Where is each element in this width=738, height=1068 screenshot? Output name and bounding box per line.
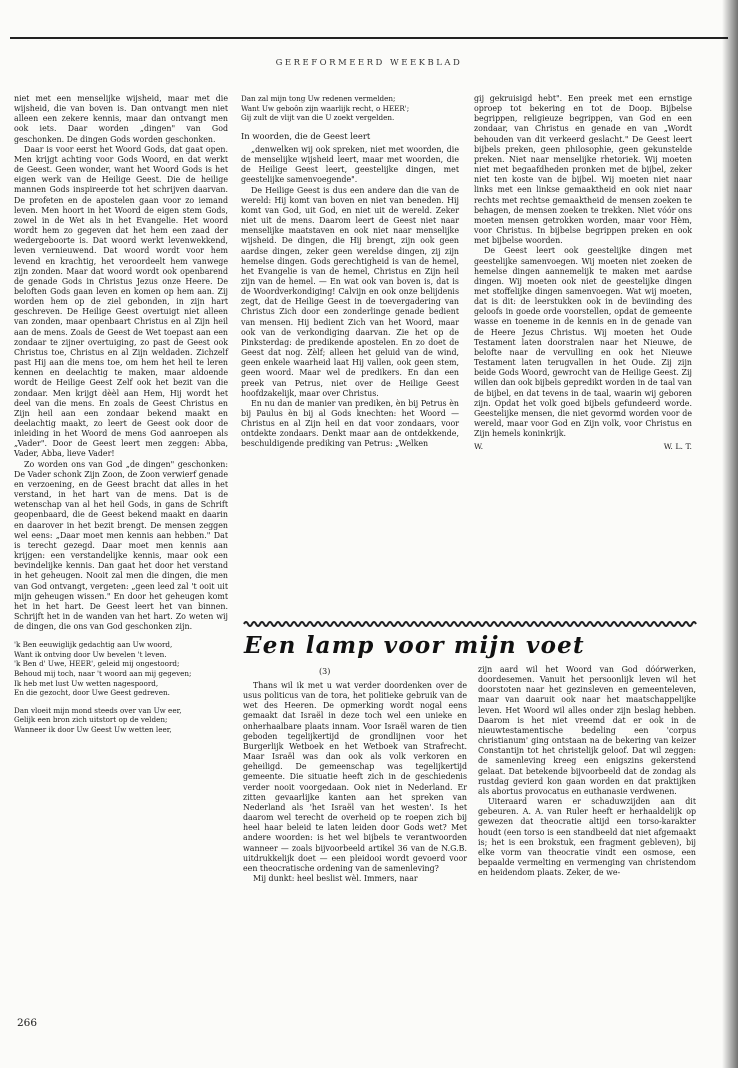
poem-line: Behoud mij toch, naar 't woord aan mij gegeven; bbox=[14, 669, 192, 679]
poem-line: Want Uw geboôn zijn waarlijk recht, o HEER'; bbox=[241, 103, 410, 113]
poem-line: Gelijk een bron zich uitstort op de velden; bbox=[14, 715, 168, 725]
article-paragraph-2: Mij dunkt: heel beslist wèl. Immers, naar bbox=[253, 873, 418, 883]
article-paragraph-1: Thans wil ik met u wat verder doordenken over de usus politicus van de tora, het politieke gebruik van de wet des Heeren. De opmerking wordt nogal eens gemaakt dat Israël in deze toch wel een unieke en onherhaalbare plaats innam. Voor Israël waren de tien geboden tegelijkertijd de grondlijnen voor het Burgerlijk Wetboek en het Wetboek van Strafrecht. Maar Israël was dan ook als volk verkoren en geheiligd. De gemeenschap was tegelijkertijd gemeente. Die situatie heeft zich in de geschiedenis verder nooit voorgedaan. Ook niet in Nederland. Er zitten gevaarlijke kanten aan het spreken van Nederland als 'het Israël van het westen'. Is het daarom wel terecht de overheid op te roepen zich bij heel haar beleid te laten leiden door Gods wet? Met andere woorden: is het wel bijbels te verantwoorden wanneer — zoals bijvoorbeeld artikel 36 van de N.G.B. uitdrukkelijk doet — een pleidooi wordt gevoerd voor een theocratische ordening van de samenleving? bbox=[243, 681, 467, 873]
col1-paragraph-1: niet met een menselijke wijsheid, maar met die wijsheid, die van boven is. Dan ontvangt men niet alleen een zekere kennis, maar dan ontvangt men ook iets. Daar worden „dingen" van God geschonken. De dingen Gods worden geschonken. bbox=[14, 94, 228, 144]
binding-shadow bbox=[722, 0, 738, 1068]
running-head: GEREFORMEERD WEEKBLAD bbox=[275, 58, 463, 68]
psalm-verse-2 bbox=[14, 706, 228, 735]
poem-line: Want ik ontving door Uw bevelen 't leven. bbox=[14, 649, 167, 659]
section-subheading: In woorden, die de Geest leert bbox=[241, 130, 371, 141]
psalm-verse-1 bbox=[14, 640, 228, 698]
poem-line: Dan zal mijn tong Uw redenen vermelden; bbox=[241, 94, 396, 103]
signature-right: W. L. T. bbox=[663, 442, 692, 452]
col3-paragraph-1: gij gekruisigd hebt". Een preek met een ernstige oproep tot bekering en tot de Doop. Bijbelse begrippen, religieuze begrippen, van God en een zondaar, van Christus en genade en van „Wordt behouden van dit verkeerd geslacht." De Geest leert bijbels preken, geen philosophie, geen gekunstelde preken. Niet naar menselijke rhetoriek. Wij moeten niet met begaafdheden pronken met de bijbel, zeker niet ten koste van de bijbel. Wij moeten niet naar links met een linkse gemaaktheid en ook niet naar rechts met rechtse gemaaktheid de mensen zoeken te behagen, de mensen zoeken te trekken. Niet vóór ons moeten mensen getrokken worden, maar voor Hèm, voor Christus. In bijbelse begrippen preken en ook met bijbelse woorden. bbox=[474, 94, 692, 246]
column-1 bbox=[14, 94, 228, 735]
article-title: Een lamp voor mijn voet bbox=[244, 632, 585, 659]
poem-line: Dan vloeit mijn mond steeds over van Uw eer, bbox=[14, 705, 182, 715]
psalm-verse-continued bbox=[241, 94, 459, 123]
col2-paragraph-2: De Heilige Geest is dus een andere dan die van de wereld: Hij komt van boven en niet van beneden. Hij komt van God, uit God, en niet uit de wereld. Zeker niet uit de mens. Daarom leert de Geest niet naar menselijke maatstaven en ook niet naar menselijke wijsheid. De dingen, die Hij brengt, zijn ook geen aardse dingen, zeker geen wereldse dingen, zij zijn hemelse dingen. Gods gerechtigheid is van de hemel, het Evangelie is van de hemel, Christus en Zijn heil zijn van de hemel. — En wat ook van boven is, dat is de Woordverkondiging! Calvijn en ook onze belijdenis zegt, dat de Heilige Geest in de toevergadering van Christus Zich door een zonderlinge genade bedient van mensen. Hij bedient Zich van het Woord, maar ook van de verkondiging daarvan. Zie het op de Pinksterdag: de predikende apostelen. En zo doet de Geest dat nog. Zèlf; alleen het geluid van de wind, geen enkele waarheid laat Hij vallen, ook geen stem, geen woord. Maar wel de predikers. En dan een preek van Petrus, niet over de Heilige Geest hoofdzakelijk, maar over Christus. bbox=[241, 185, 459, 398]
column-3 bbox=[474, 94, 692, 616]
signature-line bbox=[474, 442, 692, 452]
col2-paragraph-3: En nu dan de manier van prediken, èn bij Petrus èn bij Paulus èn bij al Gods knechten: het Woord — Christus en al Zijn heil en dat voor zondaars, voor ontdekte zondaars. Denkt maar aan de ontdekkende, beschuldigende prediking van Petrus: „Welken bbox=[241, 398, 459, 449]
poem-line: Ik heb met lust Uw wetten nagespoord, bbox=[14, 678, 159, 688]
poem-line: En die gezocht, door Uwe Geest gedreven. bbox=[14, 688, 170, 698]
top-rule bbox=[10, 37, 728, 39]
page-number: 266 bbox=[17, 1017, 38, 1029]
column-2 bbox=[241, 94, 459, 606]
col2-paragraph-1: „denwelken wij ook spreken, niet met woorden, die de menselijke wijsheid leert, maar met woorden, die de Heilige Geest leert, geestelijke dingen, met geestelijke samenvoegende". bbox=[241, 144, 459, 185]
article-number: (3) bbox=[319, 667, 331, 676]
article-column-2 bbox=[478, 665, 696, 1043]
col3-paragraph-2: De Geest leert ook geestelijke dingen met geestelijke samenvoegen. Wij moeten niet zoeken de hemelse dingen aannemelijk te maken met aardse dingen. Wij moeten ook niet de geestelijke dingen met stoffelijke dingen samenvoegen. Wat wij moeten, dat is dit: de leerstukken ook in de beviinding des geloofs in goede orde voorstellen, opdat de gemeente wasse en toeneme in de kennis en in de genade van de Heere Jezus Christus. Wij moeten het Oude Testament laten doorstralen naar het Nieuwe, de belofte naar de vervulling en ook het Nieuwe Testament laten terugvallen in het Oude. Zij zijn beide Gods Woord, gewrocht van de Heilige Geest. Zij willen dan ook bijbels gepredikt worden in de taal van de bijbel, en dat tevens in de taal, waarin wij geboren zijn. Opdat het volk goed bijbels gefundeerd worde. Geestelijke mensen, die niet gevormd worden voor de wereld, maar voor God en Zijn volk, voor Christus en Zijn hemels koninkrijk. bbox=[474, 246, 692, 439]
wavy-divider bbox=[244, 620, 696, 628]
article-paragraph-4: Uiteraard waren er schaduwzijden aan dit gebeuren. A. A. van Ruler heeft er herhaaldelijk op gewezen dat theocratie altijd een torso-karakter houdt (een torso is een standbeeld dat niet afgemaakt is; het is een brokstuk, een fragment gebleven), bij elke vorm van theocratie vindt een osmose, een bepaalde vermelting en vermenging van christendom en heidendom plaats. Zeker, de we- bbox=[478, 797, 696, 878]
poem-line: 'k Ben d' Uwe, HEER', geleid mij ongestoord; bbox=[14, 659, 180, 669]
col1-paragraph-2: Daar is voor eerst het Woord Gods, dat gaat open. Men krijgt achting voor Gods Woord, en dat werkt de Geest. Geen wonder, want het Woord Gods is het eigen werk van de Heilige Geest. Die de heilige mannen Gods inspireerde tot het schrijven daarvan. De profeten en de apostelen gaan voor zo iemand leven. Men hoort in het Woord de eigen stem Gods, zowel in de Wet als in het Evangelie. Het woord wordt hem zo gegeven dat het hem een zaad der wedergeboorte is. Dat woord werkt levenwekkend, leven vernieuwend. Dat woord wordt voor hem levend en krachtig, het veroordeelt hem vanwege zijn zonden. Maar dat woord wordt ook openbarend de genade Gods in Christus Jezus onze Heere. De beloften Gods gaan leven en komen op hem aan. Zij worden hem op de ziel gebonden, in zijn hart geschreven. De Heilige Geest overtuigt niet alleen van zonden, maar openbaart Christus en al Zijn heil aan de mens. Zoals de Geest de Wet toepast aan een zondaar te zijner overtuiging, zo past de Geest ook Christus toe, Christus en al Zijn weldaden. Zichzelf past Hij aan die mens toe, om hem het heil te leren kennen en deelachtig te maken, maar aldoende wordt de Heilige Geest Zelf ook het bezit van die zondaar. Men krijgt dèèl aan Hem, Hij wordt het deel van die mens. En zoals de Geest Christus en Zijn heil aan een zondaar bekend maakt en deelachtig maakt, zo leert de Geest ook door de inleiding in het Woord de mens God aanroepen als „Vader". Door de Geest leert men zeggen: Abba, Vader, Abba, lieve Vader! bbox=[14, 144, 228, 459]
poem-line: Gij zult de vlijt van die U zoekt vergelden. bbox=[241, 113, 395, 123]
article-column-1 bbox=[243, 681, 467, 1041]
poem-line: Wanneer ik door Uw Geest Uw wetten leer, bbox=[14, 725, 172, 735]
col1-paragraph-3: Zo worden ons van God „de dingen" geschonken: De Vader schonk Zijn Zoon, de Zoon verwierf genade en verzoening, en de Geest bracht dat alles in het verstand, in het hart van de mens. Dat is de wetenschap van al het heil Gods, in gans de Schrift geopenbaard, die de Geest bekend maakt en daarin en daarover in het bezit brengt. De mensen zeggen wel eens: „Daar moet men kennis aan hebben." Dat is terecht gezegd. Daar moet men kennis aan krijgen: een verstandelijke kennis, maar ook een bevindelijke kennis. Dan gaat het door het verstand in het geheugen. Nooit zal men die dingen, die men van God ontvangt, vergeten: „geen leed zal 't ooit uit mijn geheugen wissen." En door het geheugen komt het in het hart. De Geest leert het van binnen. Schrijft het in de wanden van het hart. Zo weten wij de dingen, die ons van God geschonken zijn. bbox=[14, 459, 228, 632]
signature-left: W. bbox=[474, 442, 484, 452]
article-paragraph-3: zijn aard wil het Woord van God dóórwerken, doordesemen. Vanuit het persoonlijk leven wil het doorstoten naar het gezinsleven en gemeenteleven, maar van daaruit ook naar het maatschappelijke leven. Het Woord wil alles onder zijn beslag hebben. Daarom is het niet vreemd dat er ook in de nieuwtestamentische bedeling een 'corpus christianum' ging ontstaan na de bekering van keizer Constantijn tot het christelijk geloof. Dat wil zeggen: de samenleving kreeg een enigszins gekerstend gelaat. Dat betekende bijvoorbeeld dat de zondag als rustdag gevierd kon gaan worden en dat praktijken als abortus provocatus en euthanasie verdwenen. bbox=[478, 665, 696, 796]
poem-line: 'k Ben eeuwiglijk gedachtig aan Uw woord, bbox=[14, 640, 173, 650]
